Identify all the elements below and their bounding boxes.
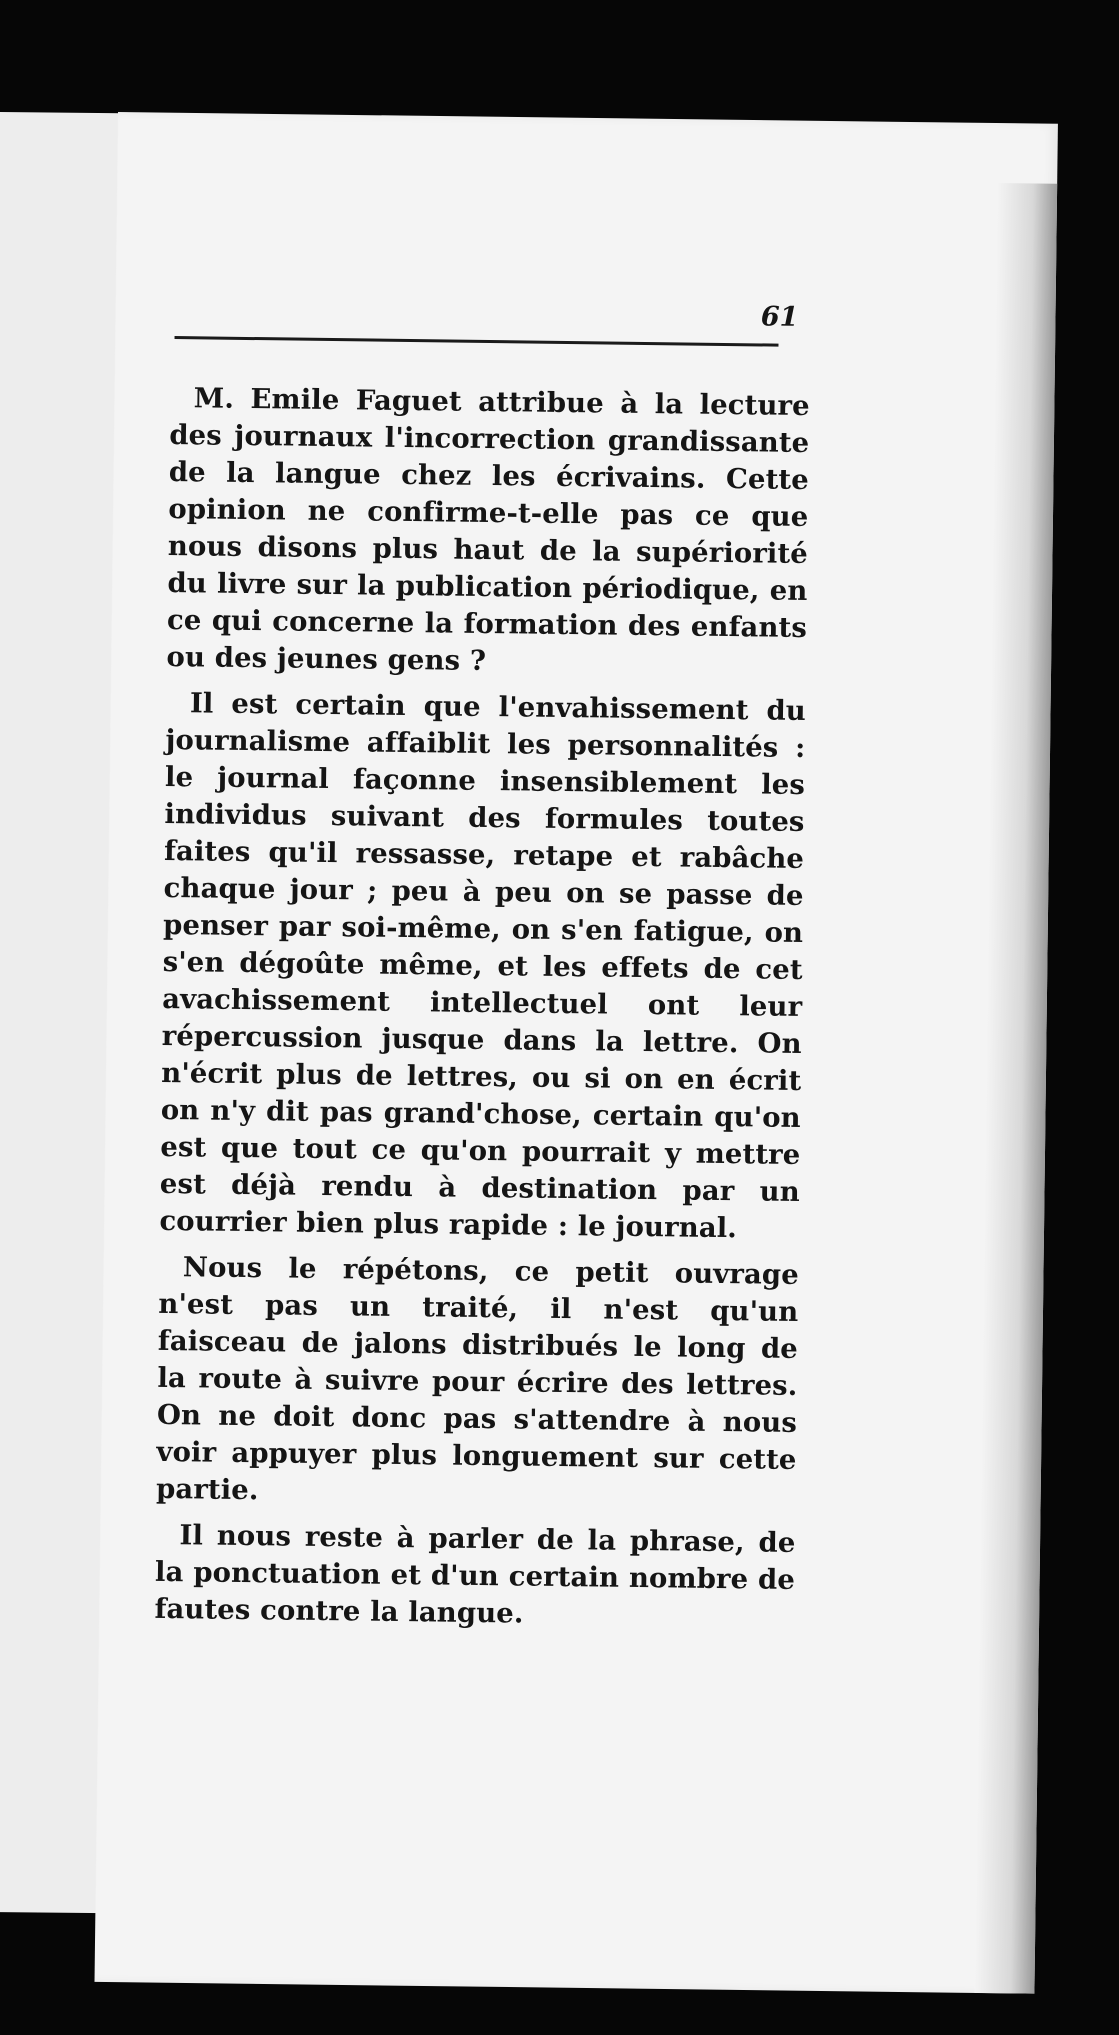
paragraph-1: M. Emile Faguet attribue à la lecture des journaux l'incorrection grandissante de la langue chez les écrivains. Cette opinion ne confirme-t-elle pas ce que nous disons plus haut de la supériorité du livre sur la publication périodique, en ce qui concerne la formation des enfants ou des jeunes gens ? [166, 382, 810, 677]
paragraph-4: Il nous reste à parler de la phrase, de la ponctuation et d'un certain nombre de fautes contre la langue. [154, 1519, 796, 1630]
page-number: 61 [760, 301, 799, 333]
page-edge-shadow [974, 183, 1057, 1994]
page-content [154, 301, 810, 1636]
paragraph-3: Nous le répétons, ce petit ouvrage n'est pas un traité, il n'est qu'un faisceau de jalons distribués le long de la route à suivre pour écrire des lettres. On ne doit donc pas s'attendre à nous voir appuyer plus longuement sur cette partie. [155, 1251, 800, 1507]
paragraph-2: Il est certain que l'envahissement du journalisme affaiblit les personnalités : le journal façonne insensiblement les individus suivant des formules toutes faites qu'il ressasse, retape et rabâche chaque jour ; peu à peu on se passe de penser par soi-même, on s'en fatigue, on s'en dégoûte même, et les effets de cet avachissement intellectuel ont leur répercussion jusque dans la lettre. On n'écrit plus de lettres, ou si on en écrit on n'y dit pas grand'chose, certain qu'on est que tout ce qu'on pourrait y mettre est déjà rendu à destination par un courrier bien plus rapide : le journal. [159, 687, 807, 1245]
